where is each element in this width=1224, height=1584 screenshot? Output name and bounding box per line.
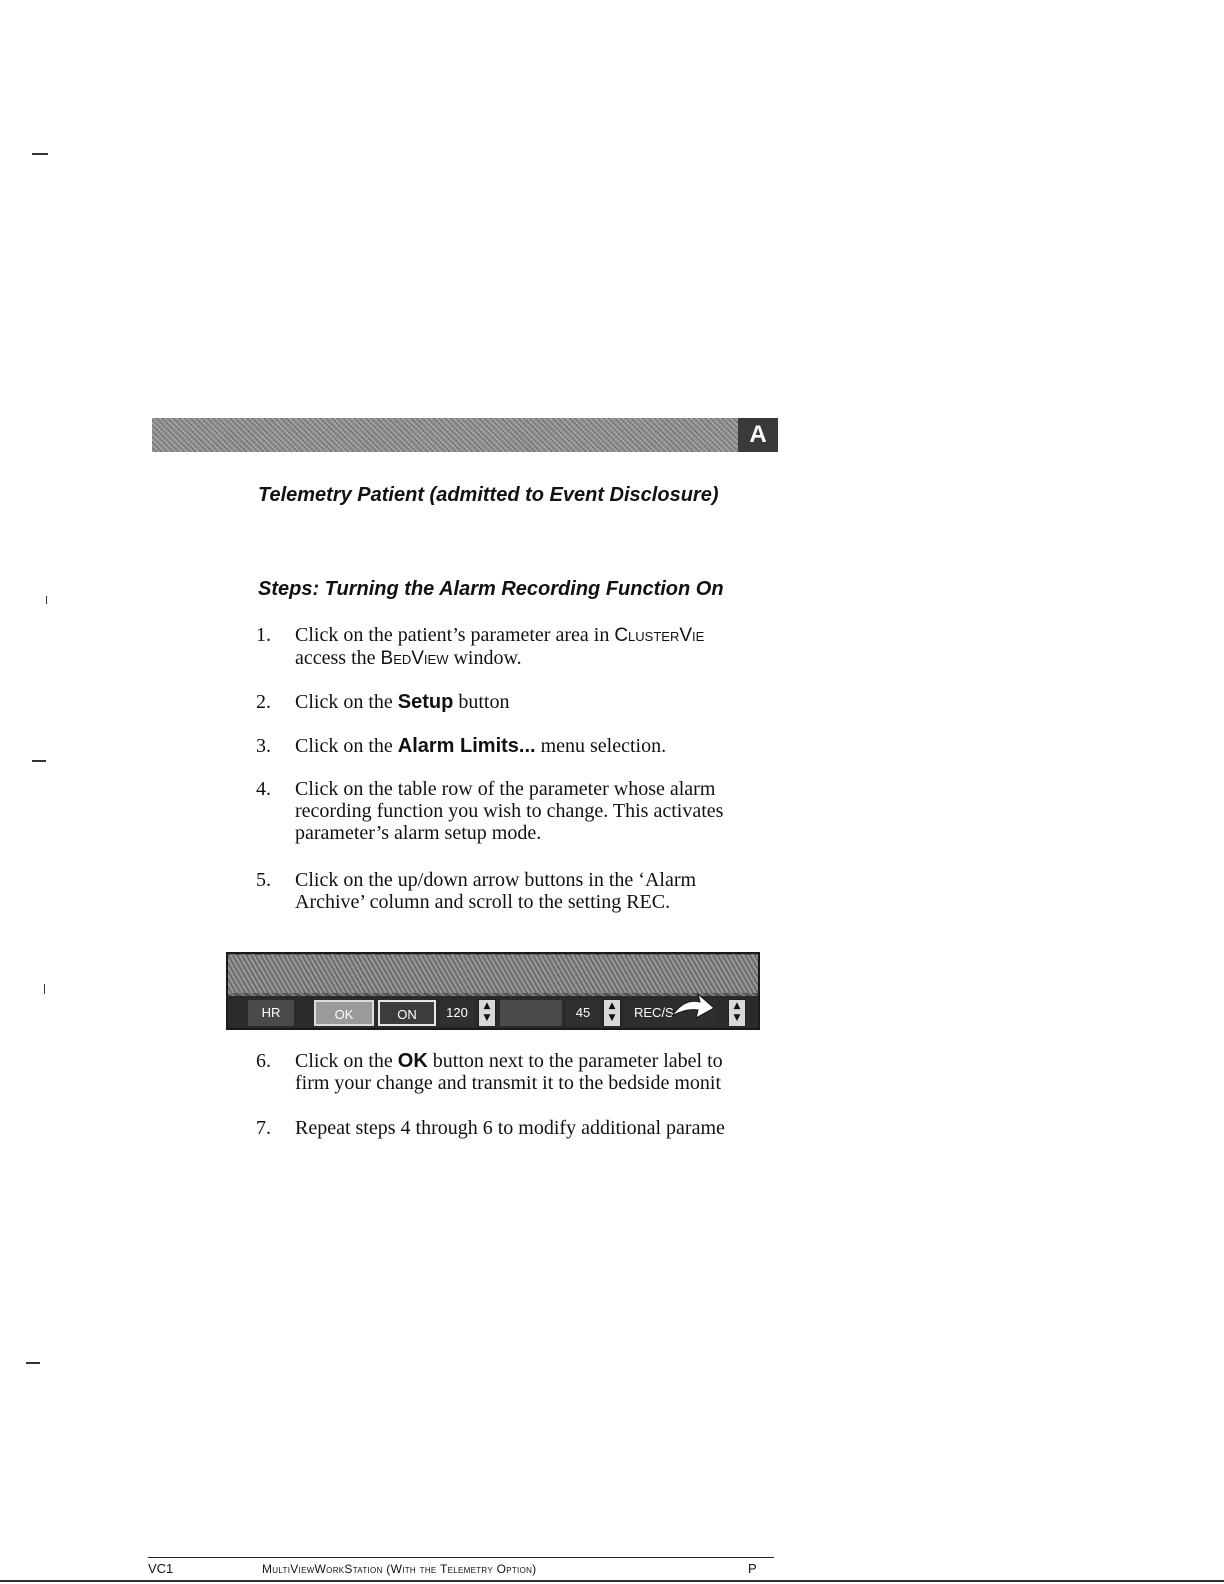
step-text-run: Click on the: [295, 735, 398, 757]
step-line: recording function you wish to change. This activates: [295, 800, 724, 822]
scan-mark: [44, 984, 45, 994]
step-line: Archive’ column and scroll to the setting REC.: [295, 891, 671, 913]
step-number: 4.: [256, 778, 271, 800]
step-number: 3.: [256, 735, 271, 757]
scan-mark: [32, 153, 48, 155]
alarm-on-cell: ON: [378, 1000, 436, 1026]
step-number: 7.: [256, 1117, 271, 1139]
step-line: parameter’s alarm setup mode.: [295, 822, 542, 844]
scan-mark: [46, 596, 47, 604]
low-limit-updown-icon: ▲ ▼: [603, 999, 621, 1027]
step-number: 6.: [256, 1050, 271, 1072]
step-line: [295, 647, 778, 670]
step-text-run: access the: [295, 647, 381, 669]
step-4: [256, 778, 778, 846]
scan-mark: [26, 1362, 40, 1364]
step-5: [256, 869, 778, 915]
step-text-run: menu selection.: [535, 735, 667, 757]
step-text: [295, 735, 778, 757]
step-text-run: Click on the: [295, 691, 398, 713]
step-number: 5.: [256, 869, 271, 891]
step-text: [295, 624, 778, 670]
chapter-letter: A: [738, 418, 778, 452]
high-limit-updown-icon: ▲ ▼: [478, 999, 496, 1027]
product-name: ClusterVie: [614, 625, 705, 646]
step-text: [295, 1050, 778, 1094]
footer-product-title: MultiViewWorkStation (With the Telemetry Option): [262, 1562, 537, 1576]
step-text-run: button next to the parameter label to: [427, 1050, 723, 1072]
step-text-run: Click on the patient’s parameter area in: [295, 624, 615, 646]
screenshot-header-area: [228, 955, 758, 993]
alarm-limits-menu-ref: Alarm Limits...: [397, 735, 536, 757]
step-line: Click on the table row of the parameter whose alarm: [295, 778, 716, 800]
low-limit-cell: 45: [566, 1000, 600, 1026]
blank-cell: [500, 1000, 562, 1026]
ok-button-ref: OK: [397, 1050, 428, 1072]
step-line: [295, 624, 778, 647]
chapter-header-bar: [152, 418, 778, 452]
step-7: [256, 1117, 778, 1141]
steps-title: Steps: Turning the Alarm Recording Function On: [258, 578, 724, 600]
page-bottom-rule: [0, 1580, 1224, 1582]
step-text: [295, 778, 778, 844]
step-line: Repeat steps 4 through 6 to modify additional parame: [295, 1117, 725, 1139]
pointer-arrow-icon: [670, 992, 716, 1024]
step-6: [256, 1050, 778, 1096]
window-name: BedView: [380, 648, 449, 669]
step-3: [256, 735, 778, 759]
step-1: [256, 624, 778, 672]
step-text-run: window.: [448, 647, 522, 669]
scan-mark: [32, 760, 46, 762]
step-text-run: button: [453, 691, 510, 713]
footer-rule: [148, 1557, 774, 1558]
step-2: [256, 691, 778, 715]
step-line: [295, 1050, 778, 1072]
step-line: Click on the up/down arrow buttons in the ‘Alarm: [295, 869, 697, 891]
ok-button: OK: [314, 1000, 374, 1026]
step-text-run: Click on the: [295, 1050, 398, 1072]
alarm-archive-cell: REC/S: [624, 1000, 716, 1026]
step-line: firm your change and transmit it to the bedside monit: [295, 1072, 722, 1094]
footer-version: VC1: [148, 1561, 174, 1576]
archive-updown-icon: ▲ ▼: [728, 999, 746, 1027]
section-title: Telemetry Patient (admitted to Event Disclosure): [258, 484, 719, 506]
step-text: [295, 869, 778, 913]
setup-button-ref: Setup: [397, 691, 454, 713]
step-number: 1.: [256, 624, 271, 646]
high-limit-cell: 120: [440, 1000, 474, 1026]
param-label-cell: HR: [248, 1000, 294, 1026]
footer-page: P: [748, 1561, 757, 1576]
step-text: [295, 1117, 778, 1139]
step-number: 2.: [256, 691, 271, 713]
step-text: [295, 691, 778, 713]
